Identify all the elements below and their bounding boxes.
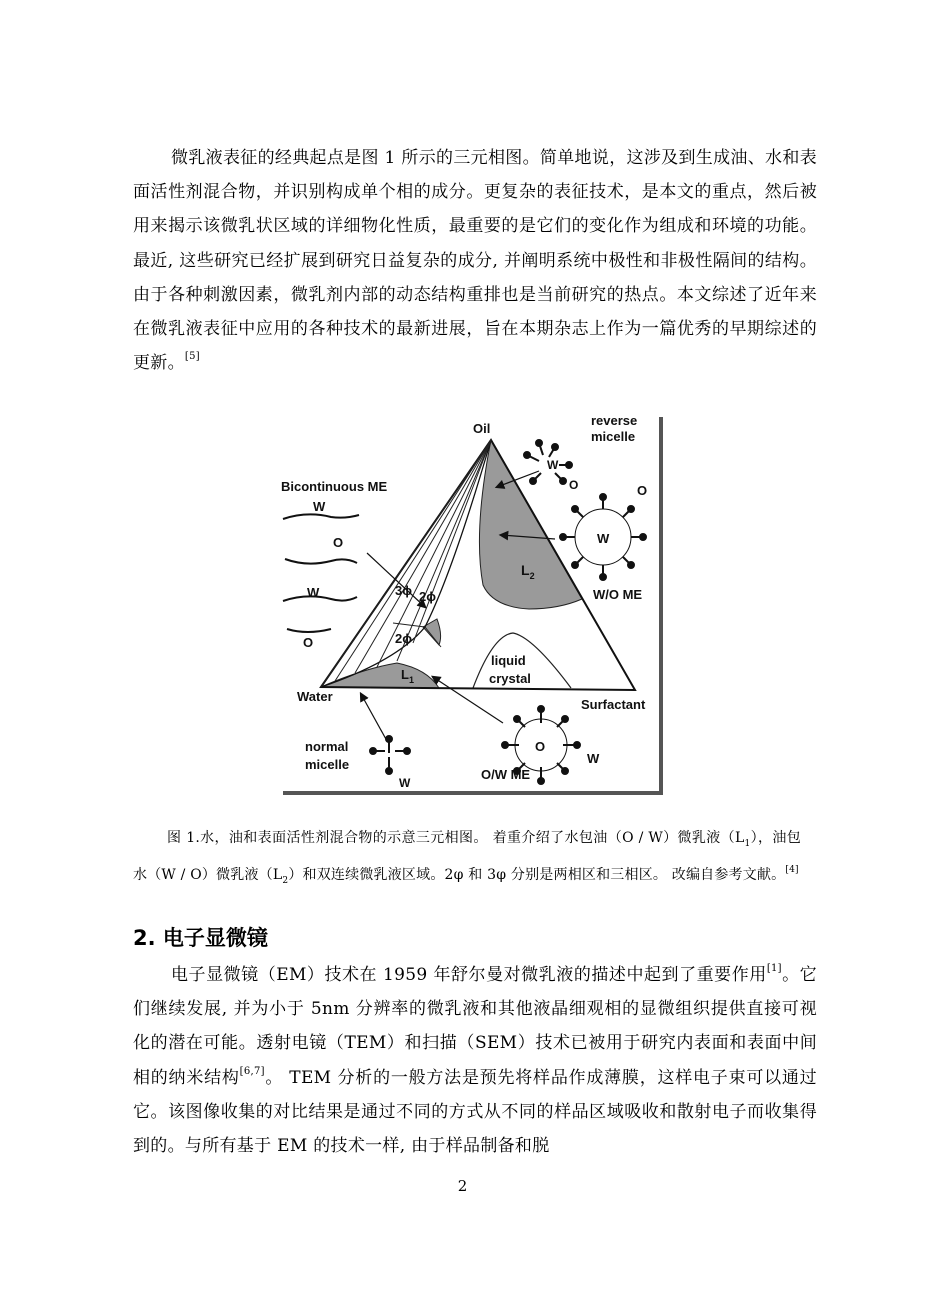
wo-me-w: W	[597, 531, 610, 546]
ternary-diagram	[277, 411, 667, 799]
bicontinuous-o-1: O	[333, 535, 344, 550]
citation-ref[interactable]: [6,7]	[239, 1065, 265, 1077]
surfactant-label: Surfactant	[581, 697, 646, 712]
caption-sub: 2	[282, 875, 289, 886]
caption-sub: 1	[744, 838, 751, 849]
reverse-micelle-label-1: reverse	[591, 413, 638, 428]
citation-ref[interactable]: [1]	[766, 963, 782, 974]
citation-ref[interactable]: [5]	[184, 351, 200, 363]
citation-ref[interactable]: [4]	[785, 864, 799, 875]
em-text: 。 TEM 分析的一般方法是预先将样品作成薄膜，这样电子束可以通过它。该图像收集的对比结果是通过不同的方式从不同的样品区域吸收和散射电子而收集得到的。与所有基于 EM 的技术一样, 由于样品制备和脱	[133, 1067, 817, 1157]
caption-text: ）和双连续微乳液区域。2φ 和 3φ 分别是两相区和三相区。 改编自参考文献。	[288, 866, 786, 883]
ow-me-label: O/W ME	[481, 767, 531, 782]
figure-caption	[133, 823, 801, 897]
bicontinuous-o-2: O	[303, 635, 314, 650]
two-phase-label-a: 2ϕ	[419, 589, 436, 604]
liquid-crystal-label-2: crystal	[489, 671, 531, 686]
l2-label: $L_2$	[521, 562, 535, 581]
em-text: 。它们继续发展, 并为小于 5nm 分辨率的微乳液和其他液晶细观相的显微组织提供直接可视化的潜在可能。透射电镜（TEM）和扫描（SEM）技术已被用于研究内表面和表面中间相的纳米结构	[133, 965, 817, 1088]
normal-micelle-label-1: normal	[305, 739, 349, 754]
intro-paragraph	[133, 141, 817, 380]
em-paragraph	[133, 958, 817, 1163]
reverse-micelle-w: W	[547, 458, 559, 472]
normal-micelle-w: W	[399, 776, 411, 790]
oil-label: Oil	[473, 421, 491, 436]
bicontinuous-label: Bicontinuous ME	[281, 479, 388, 494]
wo-me-label: W/O ME	[593, 587, 643, 602]
two-phase-label-b: 2ϕ	[395, 631, 412, 646]
liquid-crystal-label-1: liquid	[491, 653, 526, 668]
ow-me-o: O	[535, 739, 546, 754]
reverse-micelle-label-2: micelle	[591, 429, 636, 444]
three-phase-label: 3ϕ	[395, 583, 412, 598]
intro-text: 微乳液表征的经典起点是图 1 所示的三元相图。简单地说，这涉及到生成油、水和表面活性剂混合物，并识别构成单个相的成分。更复杂的表征技术，是本文的重点，然后被用来揭示该微乳状区域的详细物化性质，最重要的是它们的变化作为组成和环境的功能。最近, 这些研究已经扩展到研究日益复杂的成分, 并阐明系统中极性和非极性隔间的结构。由于各种刺激因素，微乳剂内部的动态结构重排也是当前研究的热点。本文综述了近年来在微乳液表征中应用的各种技术的最新进展，旨在本期杂志上作为一篇优秀的早期综述的更新。	[133, 148, 817, 374]
wo-me-o: O	[637, 483, 648, 498]
page-number: 2	[457, 1177, 468, 1195]
l1-label: $L_1$	[401, 667, 414, 685]
caption-text: 图 1.水，油和表面活性剂混合物的示意三元相图。 着重介绍了水包油（O / W）微乳液（L	[167, 830, 745, 846]
bicontinuous-w-1: W	[313, 499, 326, 514]
ternary-phase-diagram-figure	[277, 411, 667, 799]
reverse-micelle-o: O	[569, 478, 579, 492]
caption-text: ），油包水（W / O）微乳液（L	[133, 830, 801, 883]
ow-me-w: W	[587, 751, 600, 766]
bicontinuous-w-2: W	[307, 585, 320, 600]
water-label: Water	[297, 689, 333, 704]
normal-micelle-label-2: micelle	[305, 757, 350, 772]
em-text: 电子显微镜（EM）技术在 1959 年舒尔曼对微乳液的描述中起到了重要作用	[171, 965, 767, 985]
section-heading: 2. 电子显微镜	[133, 926, 268, 950]
